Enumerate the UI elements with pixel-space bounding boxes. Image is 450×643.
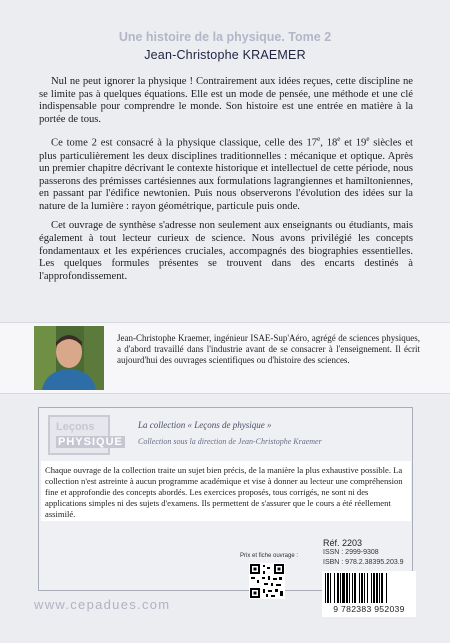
qr-code[interactable] bbox=[249, 563, 285, 599]
author-bio: Jean-Christophe Kraemer, ingénieur ISAE-Sup'Aéro, agrégé de sciences physiques, a d'abord travaillé dans l'industrie avant de se consacrer à l'enseignement. Il écrit aujourd'hui des ouvrages scientifiques ou d'histoire des sciences. bbox=[117, 333, 420, 365]
collection-name: La collection « Leçons de physique » bbox=[138, 420, 272, 430]
price-label: Prix et fiche ouvrage : bbox=[240, 553, 299, 559]
blurb bbox=[39, 76, 413, 290]
barcode-number: 9 782383 952039 bbox=[333, 604, 405, 614]
author-photo bbox=[34, 326, 104, 390]
reference-number: Réf. 2203 bbox=[323, 538, 363, 548]
series-title: Une histoire de la physique. Tome 2 bbox=[118, 30, 332, 44]
isbn: ISBN : 978.2.38395.203.9 bbox=[323, 559, 404, 566]
collection-direction: Collection sous la direction de Jean-Christophe Kraemer bbox=[138, 437, 322, 446]
barcode-icon bbox=[325, 573, 413, 603]
website-link[interactable]: www.cepadues.com bbox=[34, 597, 171, 612]
author-name: Jean-Christophe KRAEMER bbox=[144, 48, 306, 62]
collection-logo bbox=[48, 415, 123, 455]
issn: ISSN : 2999-9308 bbox=[323, 549, 379, 556]
logo-lecons: Leçons bbox=[56, 421, 95, 433]
barcode bbox=[322, 571, 416, 617]
collection-description: Chaque ouvrage de la collection traite un sujet bien précis, de la manière la plus exhaustive possible. La collection n'est astreinte à aucun programme académique et vise à donner au lecteur une compréhension fine et approfondie des concepts abordés. Les exercices proposés, tous corrigés, ne sont ni des applications simples ni des sujets d'examens. Ils permettent de s'assurer que le cours a été réellement assimilé. bbox=[41, 461, 411, 521]
blurb-paragraph-1: Nul ne peut ignorer la physique ! Contrairement aux idées reçues, cette discipline ne se limite pas à quelques équations. Elle est un mode de pensée, une méthode et une clé indispensable pour comprendre le monde. Son histoire est une entrée en matière à la portée de tous. bbox=[39, 76, 413, 125]
blurb-paragraph-2: Ce tome 2 est consacré à la physique classique, celle des 17e, 18e et 19e siècles et plus particulièrement les deux disciplines traditionnelles : mécanique et optique. Après un premier chapitre décrivant le contexte historique et intellectuel de cette période, nous passerons des prémisses cartésiennes aux formulations lagrangiennes et hamiltoniennes, en passant par l'édifice newtonien. Puis nous observerons l'évolution des idées sur la nature de la lumière : rayon géométrique, particule puis onde. bbox=[39, 135, 413, 212]
blurb-paragraph-3: Cet ouvrage de synthèse s'adresse non seulement aux enseignants ou étudiants, mais également à tout lecteur curieux de science. Nous avons privilégié les concepts fondamentaux et les expériences cruciales, accompagnés des biographies essentielles. Les quelques formules présentes se trouvent dans des encarts destinés à l'approfondissement. bbox=[39, 220, 413, 282]
logo-physique: PHYSIQUE bbox=[58, 436, 123, 448]
